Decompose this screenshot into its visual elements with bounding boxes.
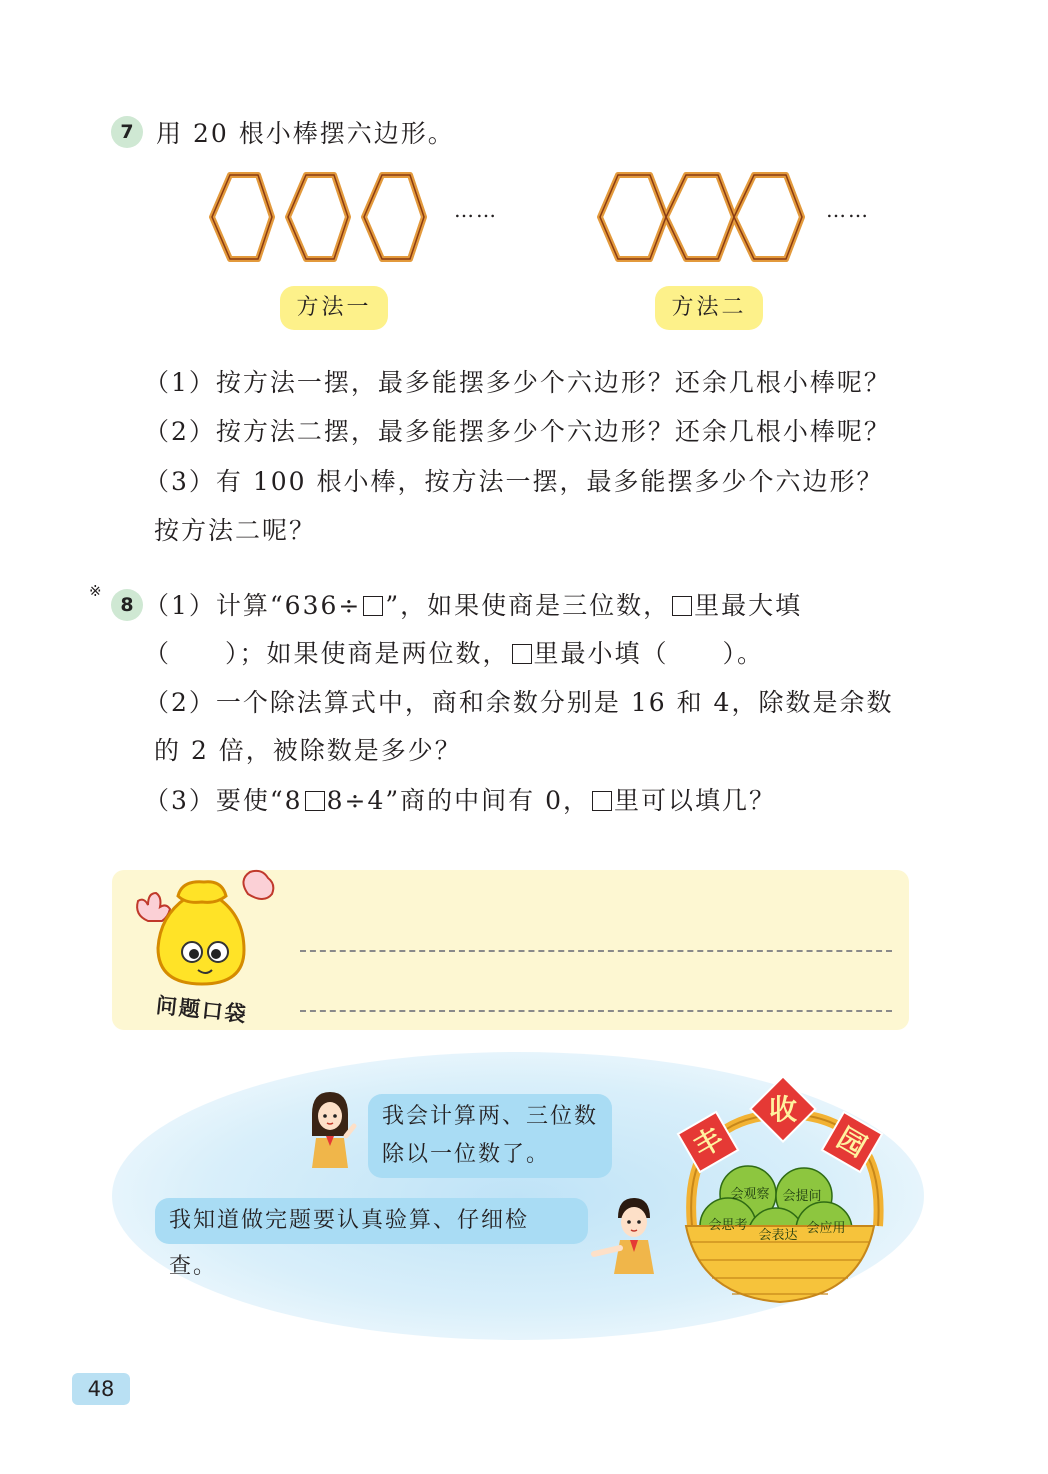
question-8-part-3: [144, 781, 776, 817]
boy-character-icon: [586, 1196, 666, 1274]
q8-part1-text-c: 里最大填: [694, 591, 803, 620]
sign-char-1: 丰: [687, 1121, 729, 1164]
blank-box: [672, 596, 692, 616]
question-8-part-2: （2）一个除法算式中，商和余数分别是 16 和 4，除数是余数: [144, 688, 894, 717]
girl-speech-line-1: 我会计算两、三位数: [382, 1104, 599, 1129]
answer-line-1[interactable]: [300, 950, 892, 952]
sign-char-2: 收: [768, 1093, 798, 1126]
question-7-part-3-continued: 按方法二呢？: [154, 516, 317, 545]
blank-box: [305, 791, 325, 811]
q8-part3-text-b: 8÷4”商的中间有 0，: [326, 786, 590, 815]
question-8-part-1: [144, 586, 802, 622]
method-1-ellipsis: ……: [454, 198, 498, 222]
girl-character-icon: [300, 1090, 360, 1168]
question-7-number: 7: [111, 116, 143, 148]
apple-label-ask: 会提问: [782, 1189, 822, 1204]
boy-speech-bubble: 我知道做完题要认真验算、仔细检查。: [155, 1198, 588, 1244]
sign-char-3: 园: [831, 1121, 873, 1164]
optional-mark: ※: [89, 582, 102, 600]
q8-part3-text-a: （3）要使“8: [144, 786, 303, 815]
hexagon-method-2-figure: [590, 170, 830, 266]
blank-box: [592, 791, 612, 811]
question-7-part-2: （2）按方法二摆，最多能摆多少个六边形？还余几根小棒呢？: [144, 417, 891, 446]
question-pocket-label: 问题口袋: [154, 993, 249, 1027]
q8-part1-text-a: （1）计算“636÷: [144, 591, 362, 620]
apple-label-observe: 会观察: [730, 1187, 770, 1202]
question-7-part-1: （1）按方法一摆，最多能摆多少个六边形？还余几根小棒呢？: [144, 368, 891, 397]
q8-part1-text-b: ”，如果使商是三位数，: [385, 591, 671, 620]
q8-part3-text-c: 里可以填几？: [614, 786, 777, 815]
apple-label-think: 会思考: [708, 1218, 748, 1233]
apple-label-apply: 会应用: [806, 1221, 846, 1236]
page-number: 48: [72, 1373, 130, 1405]
question-7-stem: 用 20 根小棒摆六边形。: [156, 119, 455, 148]
blank-box: [512, 644, 532, 664]
method-1-label: 方法一: [280, 286, 388, 330]
question-8-number: 8: [111, 589, 143, 621]
method-2-ellipsis: ……: [826, 198, 870, 222]
question-8-part-2-continued: 的 2 倍，被除数是多少？: [154, 736, 462, 765]
girl-speech-line-2: 除以一位数了。: [382, 1142, 551, 1167]
question-8-part-1-continued: [144, 634, 764, 670]
method-2-label: 方法二: [655, 286, 763, 330]
apple-label-express: 会表达: [758, 1228, 798, 1243]
pocket-mascot-icon: [118, 866, 288, 996]
girl-speech-bubble: [368, 1094, 612, 1178]
blank-box: [363, 596, 383, 616]
q8-part1-text-d: （ ）；如果使商是两位数，: [144, 639, 510, 668]
question-7-part-3: （3）有 100 根小棒，按方法一摆，最多能摆多少个六边形？: [144, 467, 884, 496]
harvest-basket-illustration: [672, 1076, 888, 1308]
answer-line-2[interactable]: [300, 1010, 892, 1012]
q8-part1-text-e: 里最小填（ ）。: [533, 639, 765, 668]
